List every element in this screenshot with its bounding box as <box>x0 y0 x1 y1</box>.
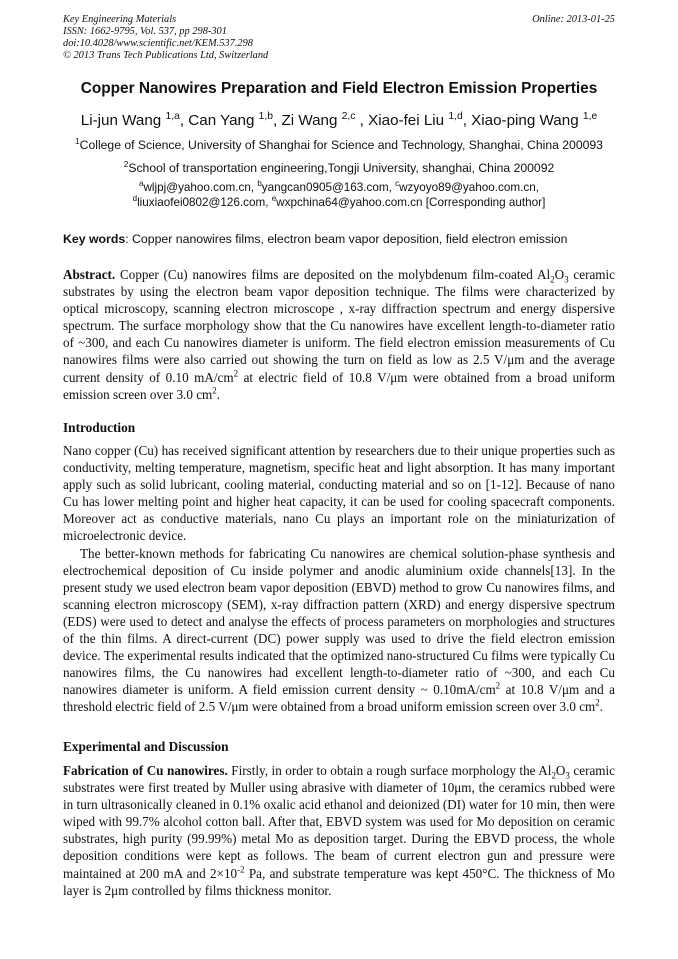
abstract-text: . <box>216 386 221 402</box>
superscript: -2 <box>237 864 245 875</box>
intro-paragraph-1: Nano copper (Cu) has received significant attention by researchers due to their unique properties such as conductivity, melting temperature, magnetism, specific heat and light absorption. It has many important apply such as solid lubricant, cooling material, conducting material and so on [1-12]. Because of nano Cu has lower melting point and higher heat capacity, it can be used for cooling spacecraft components. Moreover act as conductive materials, nano Cu plays an important role on the miniaturization of microelectronic device. <box>63 443 615 544</box>
keywords-text: : Copper nanowires films, electron beam vapor deposition, field electron emission <box>125 232 568 246</box>
intro-text: The better-known methods for fabricating Cu nanowires are chemical solution-phase synthesis and electrochemical deposition of Cu inside polymer and anodic aluminium oxide channels[13]. In the present study we used electron beam vapor deposition (EBVD) method to grow Cu nanowires films, and scanning electron microscopy (SEM), x-ray diffraction pattern (XRD) and energy dispersive spectrum (EDS) were used to detect and analyse the effects of process parameters on morphologies and structures of the thin films. A direct-current (DC) power supply was used to drive the field electron emission device. The experimental results indicated that the optimized nano-structured Cu films were typically Cu nanowires films, the Cu nanowires had excellent length-to-diameter ratio of ~300, and each Cu nanowires diameter is uniform. A field emission current density ~ 0.10mA/cm <box>63 545 615 698</box>
email-a: wljpj@yahoo.com.cn, <box>143 181 258 194</box>
email-b: yangcan0905@163.com, <box>261 181 396 194</box>
author-name: Xiao-ping Wang <box>471 112 583 129</box>
author-name: Can Yang <box>188 112 259 129</box>
intro-text: . <box>599 699 604 715</box>
author-name: Zi Wang <box>281 112 342 129</box>
keywords-label: Key words <box>63 232 126 246</box>
author-affiliation-mark: 1,e <box>582 110 598 122</box>
journal-header <box>63 14 615 62</box>
email-line-1: $^a$wljpj@yahoo.com.cn, $^b$yangcan0905@163.com, $^c$wzyoyo89@yahoo.com.cn, <box>139 179 539 194</box>
online-date: Online: 2013-01-25 <box>532 14 615 25</box>
introduction-body <box>63 442 615 716</box>
author-affiliation-mark: 1,a <box>165 110 180 122</box>
email-d: liuxiaofei0802@126.com, <box>137 196 272 209</box>
fabrication-text: Firstly, in order to obtain a rough surface morphology the Al <box>227 763 552 778</box>
affiliation-2 <box>40 158 638 175</box>
introduction-heading: Introduction <box>63 420 136 435</box>
abstract-text: at electric field of 10.8 V/μm were obtained from a broad uniform emission screen over 3.0 cm <box>63 369 615 402</box>
author-affiliation-mark: 1,b <box>258 110 274 122</box>
author-emails <box>40 180 638 210</box>
superscript: 2 <box>595 698 600 709</box>
experimental-heading: Experimental and Discussion <box>63 739 229 754</box>
paper-title: Copper Nanowires Preparation and Field Electron Emission Properties <box>80 80 598 97</box>
abstract <box>63 266 615 403</box>
fabrication-label: Fabrication of Cu nanowires. <box>63 763 228 778</box>
affiliation-mark: 2 <box>123 158 129 169</box>
superscript: 2 <box>212 385 217 396</box>
fabrication-paragraph <box>63 762 615 899</box>
author-affiliation-mark: 2,c <box>341 110 356 122</box>
subscript: 3 <box>564 274 569 285</box>
superscript: 2 <box>233 368 239 379</box>
intro-paragraph-2 <box>63 545 615 716</box>
fabrication-text: O <box>555 763 566 778</box>
doi: doi:10.4028/www.scientific.net/KEM.537.298 <box>63 38 253 49</box>
author-name: Xiao-fei Liu <box>368 112 449 129</box>
author-affiliation-mark: 1,d <box>448 110 463 122</box>
subscript: 2 <box>551 770 556 781</box>
keywords <box>63 232 623 246</box>
issn: ISSN: 1662-9795, Vol. 537, pp 298-301 <box>63 26 227 37</box>
email-line-2: $^d$liuxiaofei0802@126.com, $^e$wxpchina64@yahoo.com.cn [Corresponding author] <box>132 194 546 209</box>
email-e: wxpchina64@yahoo.com.cn [Corresponding author] <box>276 196 546 209</box>
affiliation-text: School of transportation engineering,Tongji University, shanghai, China 200092 <box>128 161 555 175</box>
abstract-text: ceramic substrates by using the electron beam vapor deposition technique. The films were characterized by optical microscopy, scanning electron microscope , x-ray diffraction spectrum and energy dispersive spectrum. The surface morphology show that the Cu nanowires have excellent length-to-diameter ratio of ~300, and each Cu nanowires diameter is uniform. The field electron emission measurements of Cu nanowires films were also carried out showing the turn on field as low as 2.5 V/μm and the average current density of 0.10 mA/cm <box>63 267 615 385</box>
journal-name: Key Engineering Materials <box>63 14 177 25</box>
affiliation-mark: 1 <box>75 135 80 146</box>
author-name: Li-jun Wang <box>80 112 166 129</box>
author-list: Li-jun Wang $^{1,a}$, Can Yang $^{1,b}$, Zi Wang $^{2,c}$ , Xiao-fei Liu $^{1,d}$, Xiao-ping Wang $^{1,e}$ <box>80 110 598 129</box>
affiliation-text: College of Science, University of Shanghai for Science and Technology, Shanghai, China 200093 <box>79 138 603 152</box>
affiliation-1 <box>40 135 638 152</box>
fabrication-text: Pa, and substrate temperature was kept 450°C. The thickness of Mo layer is 2μm controlled by films thickness monitor. <box>63 865 615 898</box>
abstract-text: Copper (Cu) nanowires films are deposited on the molybdenum film-coated Al <box>115 267 551 282</box>
abstract-label: Abstract. <box>63 267 116 282</box>
superscript: 2 <box>495 680 501 691</box>
email-c: wzyoyo89@yahoo.com.cn, <box>399 181 539 194</box>
fabrication-text: ceramic substrates were first treated by Muller using abrasive with diameter of 10μm, the ceramics rubbed were in turn ultrasonically cleaned in 0.1% oxalic acid ethanol and deionized (DI) water for 10 min, then were wiped with 99.7% alcohol cotton ball. After that, EBVD system was used for Mo deposition on ceramic substrates, high purity (99.99%) metal Mo as deposition target. During the EBVD process, the whole deposition conditions were kept as follows. The beam of current electron gun and pressure were maintained at 200 mA and 2×10 <box>63 763 615 881</box>
subscript: 2 <box>550 274 555 285</box>
subscript: 3 <box>565 770 570 781</box>
abstract-text: O <box>554 267 565 282</box>
copyright: © 2013 Trans Tech Publications Ltd, Switzerland <box>63 50 269 61</box>
intro-text: at 10.8 V/μm and a threshold electric field of 2.5 V/μm were obtained from a broad uniform emission screen over 3.0 cm <box>63 682 615 715</box>
